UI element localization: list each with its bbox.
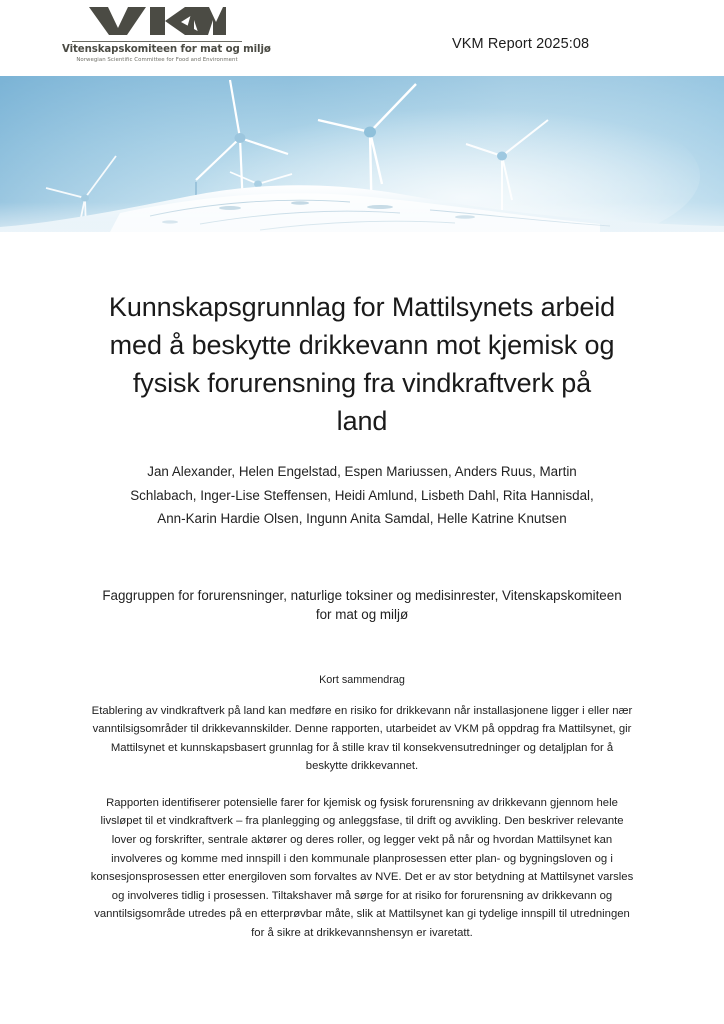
page-header — [0, 0, 724, 76]
logo-name-en: Norwegian Scientific Committee for Food and Environment — [76, 57, 238, 63]
cover-body — [0, 288, 724, 943]
abstract-paragraph-1: Etablering av vindkraftverk på land kan medføre en risiko for drikkevann når installasjonene ligger i eller nær vanntilsigsområder til drikkevannskilder. Denne rapporten, utarbeidet av VKM på oppdrag fra Mattilsynet, gir Mattilsynet et kunnskapsbasert grunnlag for å stille krav til konsekvensutredninger og detaljplan for å beskytte drikkevannet. — [91, 704, 633, 773]
cover-banner-image — [0, 76, 724, 232]
logo-divider — [72, 41, 242, 42]
affiliation: Faggruppen for forurensninger, naturlige toksiner og medisinrester, Vitenskapskomiteen for mat og miljø — [102, 587, 622, 622]
vkm-wordmark-icon — [87, 4, 227, 38]
logo-name-no: Vitenskapskomiteen for mat og miljø — [62, 44, 271, 55]
abstract-heading: Kort sammendrag — [319, 673, 405, 686]
wind-farm-illustration — [0, 76, 724, 232]
author-list: Jan Alexander, Helen Engelstad, Espen Mariussen, Anders Ruus, Martin Schlabach, Inger-Lise Steffensen, Heidi Amlund, Lisbeth Dahl, Rita Hannisdal, Ann-Karin Hardie Olsen, Ingunn Anita Samdal, Helle Katrine Knutsen — [130, 464, 594, 526]
vkm-logo — [62, 4, 271, 65]
abstract-paragraph-2: Rapporten identifiserer potensielle farer for kjemisk og fysisk forurensning av drikkevann gjennom hele livsløpet til et vindkraftverk – fra planlegging og anleggsfase, til drift og avvikling. Den beskriver relevante lover og forskrifter, sentrale aktører og deres roller, og legger vekt på når og hvordan Mattilsynet kan involveres og komme med innspill i den kommunale planprosessen etter plan- og bygningsloven og i konsesjonsprosessen etter energiloven som forvaltes av NVE. Det er av stor betydning at Mattilsynet varsles og involveres tidlig i prosessen. Tiltakshaver må sørge for at risiko for forurensning av drikkevann og vanntilsigsområde utredes på en etterprøvbar måte, slik at Mattilsynet kan gi tydelige innspill til utredningen for å sikre at drikkevannshensyn er ivaretatt. — [90, 796, 634, 940]
page-title: Kunnskapsgrunnlag for Mattilsynets arbeid med å beskytte drikkevann mot kjemisk og fysisk forurensning fra vindkraftverk på land — [108, 292, 616, 436]
report-identifier: VKM Report 2025:08 — [452, 36, 590, 52]
